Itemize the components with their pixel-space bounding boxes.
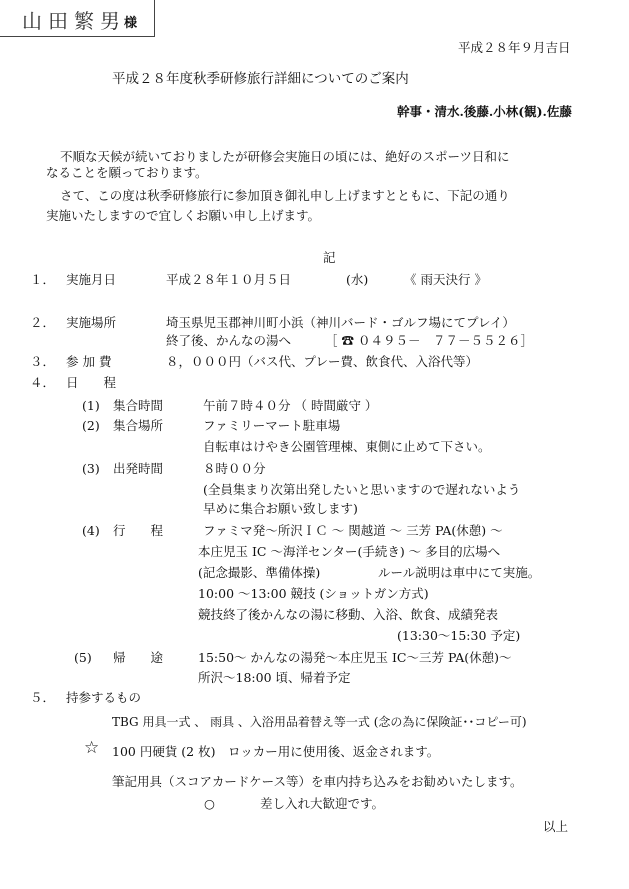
sched-2-value: ファミリーマート駐車場 <box>203 418 341 433</box>
sched-5-line-1: 15:50～ かんなの湯発～本庄児玉 IC～三芳 PA(休憩)～ <box>198 650 512 665</box>
sched-3-line-3: 早めに集合お願い致します) <box>203 501 358 516</box>
bring-line-3: 筆記用具（スコアカードケース等）を車内持ち込みをお勧めいたします。 <box>112 774 523 789</box>
sched-5-line-2: 所沢～18:00 頃、帰着予定 <box>198 670 351 685</box>
item-1-num: １． <box>30 272 56 287</box>
sched-1-num: (1) <box>82 398 100 413</box>
item-5-label: 持参するもの <box>66 690 142 705</box>
sched-1-value: 午前７時４０分 （ 時間厳守 ） <box>203 398 378 413</box>
item-2-label: 実施場所 <box>66 315 117 330</box>
sched-5-num: (5) <box>74 650 92 665</box>
sched-4-line-5: 競技終了後かんなの湯に移動、入浴、飲食、成績発表 <box>198 607 499 622</box>
item-4-num: ４． <box>30 375 56 390</box>
sched-4-line-3b: ルール説明は車中にて実施。 <box>378 565 541 580</box>
item-2-line-2: 終了後、かんなの湯へ <box>166 333 292 348</box>
bring-line-4: 差し入れ大歓迎です。 <box>260 796 385 811</box>
item-1-value: 平成２８年１０月５日 <box>166 272 292 287</box>
sched-3-line-2: (全員集まり次第出発したいと思いますので遅れないよう <box>203 482 521 497</box>
ki-heading: 記 <box>323 250 336 265</box>
sched-4-line-6: (13:30～15:30 予定) <box>397 628 521 643</box>
sched-2-line-2: 自転車はけやき公園管理棟、東側に止めて下さい。 <box>203 439 491 454</box>
sched-5-label: 帰 途 <box>113 650 164 665</box>
sched-4-label: 行 程 <box>113 523 164 538</box>
item-2-phone: ［ ☎ ０４９５－ ７７－５５２６］ <box>325 333 533 348</box>
circle-icon: ○ <box>204 796 215 811</box>
addressee-name: 山田繁男 <box>22 9 126 33</box>
sched-4-line-3a: (記念撮影、準備体操) <box>198 565 321 580</box>
sched-2-num: (2) <box>82 418 100 433</box>
intro-line-1: 不順な天候が続いておりましたが研修会実施日の頃には、絶好のスポーツ日和に <box>60 149 510 164</box>
item-2-num: ２． <box>30 315 56 330</box>
intro-line-3: さて、この度は秋季研修旅行に参加頂き御礼申し上げますとともに、下記の通り <box>60 188 510 203</box>
item-3-num: ３． <box>30 354 56 369</box>
star-icon: ☆ <box>84 738 100 758</box>
closing: 以上 <box>543 819 569 834</box>
item-2-line-1: 埼玉県児玉郡神川町小浜（神川バード・ゴルフ場にてプレイ） <box>166 315 515 330</box>
sched-4-line-2: 本庄児玉 IC ～海洋センター(手続き) ～ 多目的広場へ <box>198 544 501 559</box>
bring-line-1: TBG 用具一式 、 雨具 、入浴用品着替え等一式 (念の為に保険証･･コピー可) <box>112 715 527 729</box>
sched-1-label: 集合時間 <box>113 398 164 413</box>
sched-2-label: 集合場所 <box>113 418 164 433</box>
sched-3-num: (3) <box>82 461 100 476</box>
item-1-note: 《 雨天決行 》 <box>404 272 487 287</box>
sched-3-value: ８時００分 <box>203 461 266 476</box>
item-1-label: 実施月日 <box>66 272 117 287</box>
item-5-num: ５． <box>30 690 56 705</box>
item-1-weekday: (水) <box>346 272 369 287</box>
sched-4-line-4: 10:00 ～13:00 競技 (ショットガン方式) <box>198 586 429 601</box>
intro-line-4: 実施いたしますので宜しくお願い申し上げます。 <box>46 208 321 223</box>
organizers: 幹事・清水.後藤.小林(観).佐藤 <box>397 104 572 119</box>
sched-3-label: 出発時間 <box>113 461 164 476</box>
document-date: 平成２８年９月吉日 <box>458 40 571 55</box>
bring-line-2: 100 円硬貨 (2 枚) ロッカー用に使用後、返金されます。 <box>112 744 440 759</box>
item-3-label: 参 加 費 <box>66 354 112 369</box>
item-3-value: ８，０００円（バス代、プレー費、飲食代、入浴代等） <box>166 354 479 369</box>
document-title: 平成２８年度秋季研修旅行詳細についてのご案内 <box>112 71 409 87</box>
addressee-honorific: 様 <box>124 16 138 31</box>
item-4-label: 日 程 <box>66 375 117 390</box>
intro-line-2: なることを願っております。 <box>46 165 208 180</box>
sched-4-line-1: ファミマ発～所沢ＩＣ ～ 関越道 ～ 三芳 PA(休憩) ～ <box>203 523 503 538</box>
sched-4-num: (4) <box>82 523 100 538</box>
